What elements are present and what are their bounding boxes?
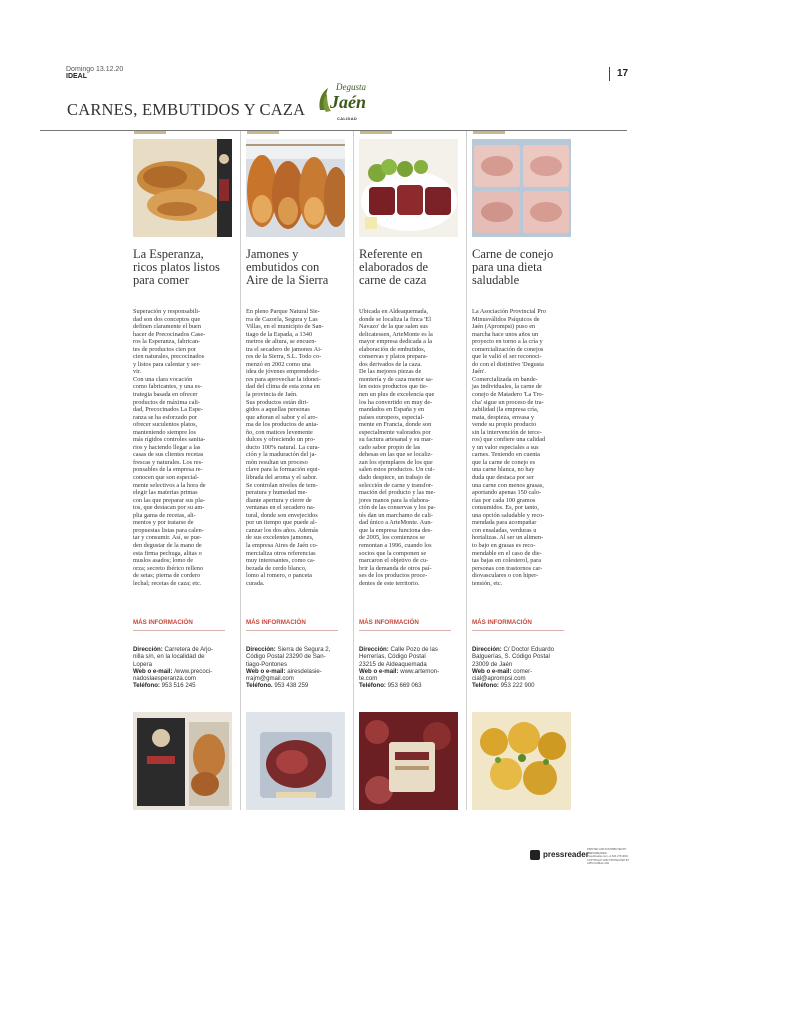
article-body: Superación y responsabili- dad son dos conceptos que definen claramente el buen hacer de Precocinados Case- ros la Esperanza, fabrican- tes de productos cien por cien naturales, precocinados y listos para calentar y ser- vir. Con una clara vocación como fabricantes, y una es- trategia basada en ofrecer productos de máxima cali- dad, Precocinados La Espe- ranza se ha esforzado por ofrecer suculentos platos, manteniendo siempre los más rígidos controles sanita- rios y haciendo llegar a las casas de sus clientes recetas frescas y naturales. Los res- ponsables de la empresa re- conocen que son especial- mente selectivos a la hora de elegir las materias primas con las que preparar sus pla- tos, que destacan por su am- plia gama de recetas, ali- mentos y por tratarse de propuestas listas para calen- tar y consumir. Así, se pue- den degustar de la mano de esta firma pechuga, alitas o muslos asados; lomo de orza; secreto ibérico relleno de setas; pierna de cordero lechal; recetas de caza; etc.: [133, 308, 206, 587]
contact-block: [133, 646, 231, 690]
phone-number: 953 516 245: [161, 682, 196, 690]
web-label: Web o e-mail:: [472, 667, 512, 675]
web-link[interactable]: www.artemon- te.com: [359, 667, 440, 683]
address-label: Dirección:: [246, 646, 276, 653]
article-headline: Carne de conejo para una dieta saludable: [472, 247, 554, 287]
more-info-underline: [359, 630, 451, 631]
web-link[interactable]: airesdelasie- rrajm@gmail.com: [246, 667, 322, 683]
issue-date: Domingo 13.12.20: [66, 66, 124, 73]
publication-name: IDEAL: [66, 73, 87, 80]
phone-label: Teléfono:: [359, 682, 386, 690]
web-link[interactable]: comer- cial@aprompsi.com: [472, 667, 533, 683]
phone-number: 953 222 900: [500, 682, 535, 690]
column-divider: [466, 131, 467, 810]
contact-block: [246, 646, 344, 690]
phone-label: Teléfono:: [472, 682, 499, 690]
web-label: Web o e-mail:: [359, 667, 399, 675]
header-rule: [40, 130, 627, 131]
more-info-heading: MÁS INFORMACIÓN: [246, 619, 306, 626]
packaged-rabbit-photo: [472, 139, 571, 237]
pressreader-fine-print: PRINTED AND DISTRIBUTED BY PRESSREADER PressReader.com +1 604 278 4604 COPYRIGHT AND PROTECTED BY APPLICABLE LAW: [587, 848, 630, 866]
cured-meat-photo: [246, 712, 345, 810]
web-link[interactable]: /www.precoci- nadoslaesperanza.com: [133, 667, 213, 683]
web-label: Web o e-mail:: [246, 667, 286, 675]
sausage-product-photo: [359, 712, 458, 810]
page-number: 17: [617, 68, 629, 79]
column-top-mark: [134, 131, 166, 134]
logo-top-text: Degusta: [336, 82, 366, 92]
contact-block: [472, 646, 570, 690]
address-text: Carretera de Arjo- nilla s/n, en la localidad de Lopera: [133, 646, 213, 668]
address-text: Calle Pozo de las Herrerías, Código Postal 23215 de Aldeaquemada: [359, 646, 438, 668]
article-body: En pleno Parque Natural Sie- rra de Cazorla, Segura y Las Villas, en el municipio de San- tiago de la Espada, a 1340 metros de altura, se encuen- tra el secadero de jamones Ai- res de la Sierra, S.L. Todo co- menzó en 2002 como una idea de jóvenes emprendedo- res para aprovechar la idonei- dad del clima de esta zona en la provincia de Jaén. Sus productos están diri- gidos a aquellas personas que añoran el sabor y el aro- ma de los productos de anta- ño, con matices levemente dulces y ofreciendo un pro- ducto 100% natural. La cura- ción y la maduración del ja- món resultan un proceso clave para la formación equi- librada del aroma y el sabor. Se controlan niveles de tem- peratura y humedad me- diante apertura y cierre de ventanas en el secadero na- tural, donde son envejecidos por un tiempo que puede al- canzar los dos años. Además de sus excelentes jamones, la empresa Aires de Jaén co- mercializa otros referencias muy interesantes, como ca- bezada de cerdo blanco, lomo al romero, o panceta curada.: [246, 308, 324, 587]
more-info-underline: [472, 630, 564, 631]
page-number-divider: [609, 67, 610, 81]
pressreader-brand: pressreader: [543, 850, 589, 859]
more-info-underline: [246, 630, 338, 631]
address-label: Dirección:: [359, 646, 389, 653]
more-info-underline: [133, 630, 225, 631]
address-text: C/ Doctor Eduardo Balguerías, S. Código Postal 23009 de Jaén: [472, 646, 554, 668]
meat-dish-photo: [133, 139, 232, 237]
phone-number: 953 669 063: [387, 682, 422, 690]
more-info-heading: MÁS INFORMACIÓN: [359, 619, 419, 626]
column-top-mark: [473, 131, 505, 134]
contact-block: [359, 646, 457, 690]
article-body: Ubicada en Aldeaquemada, donde se localiza la finca 'El Navazo' de la que salen sus delicatessen, ArteMonte es la mayor empresa dedicada a la elaboración de embutidos, conservas y platos prepara- dos derivados de la caza. De las mejores piezas de montería y de caza menor sa- len estos productos que tie- nen un plus de excelencia que los ha convertido en muy de- mandados en España y en países europeos, especial- mente en Francia, donde son especialmente valorados por su factura artesanal y su mar- cado sabor propio de las dehesas en las que se localiz- zan los ejemplares de los que salen estos productos. Un cui- dado despiece, un trabajo de selección de carne y transfor- mación del producto y las me- jores manos para la elabora- ción de las conservas y los pa- tés dan un marchamo de cali- dad único a ArteMonte. Aun- que la empresa funciona des- de 2005, los comienzos se remontan a 1996, cuando los socios que la componen se marcaron el objetivo de cu- brir la demanda de otros paí- ses de los productos proce- dentes de este territorio.: [359, 308, 436, 587]
article-headline: La Esperanza, ricos platos listos para comer: [133, 247, 220, 287]
hanging-hams-photo: [246, 139, 345, 237]
venison-plate-photo: [359, 139, 458, 237]
article-body: La Asociación Provincial Pro Minusválidos Psíquicos de Jaén (Aprompsi) puso en marcha hace unos años un proyecto en torno a la cría y comercialización de conejos que le valió el ser reconoci- do con el distintivo 'Degusta Jaén'. Comercializada en bande- jas individuales, la carne de conejo de Matadero 'La Tro- cha' sigue un proceso de tra- zabilidad (la empresa cría, mata, despieza, envasa y vende su propio producto sin la intervención de terce- ros) que confiere una calidad y un valor especiales a sus carnes. Teniendo en cuenta que la carne de conejo es una carne blanca, no hay duda que destaca por ser una carne con menos grasas, aportando apenas 150 calo- rías por cada 100 gramos consumidos. Es, por tanto, una opción saludable y reco- mendada para acompañar con ensaladas, verduras u hortalizas. Al ser un alimen- to bajo en grasas es reco- mendable en el caso de die- tas bajas en colesterol, para personas con trastornos car- diovasculares o con hiper- tensión, etc.: [472, 308, 546, 587]
more-info-heading: MÁS INFORMACIÓN: [133, 619, 193, 626]
column-top-mark: [247, 131, 279, 134]
column-divider: [353, 131, 354, 810]
address-label: Dirección:: [133, 646, 163, 653]
rabbit-dish-photo: [472, 712, 571, 810]
more-info-heading: MÁS INFORMACIÓN: [472, 619, 532, 626]
phone-number: 953 438 259: [274, 682, 309, 690]
address-label: Dirección:: [472, 646, 502, 653]
article-headline: Jamones y embutidos con Aire de la Sierra: [246, 247, 329, 287]
packaged-food-photo: [133, 712, 232, 810]
pressreader-icon: [530, 850, 540, 860]
phone-label: Teléfono:: [133, 682, 160, 690]
column-top-mark: [360, 131, 392, 134]
article-headline: Referente en elaborados de carne de caza: [359, 247, 429, 287]
address-text: Sierra de Segura 2, Código Postal 23290 de San- tiago-Pontones: [246, 646, 331, 668]
section-title: CARNES, EMBUTIDOS Y CAZA: [67, 100, 306, 119]
web-label: Web o e-mail:: [133, 667, 173, 675]
logo-subtitle: CALIDAD: [337, 116, 358, 121]
column-divider: [240, 131, 241, 810]
logo-main-text: Jaén: [330, 92, 366, 112]
phone-label: Teléfono.: [246, 682, 273, 690]
